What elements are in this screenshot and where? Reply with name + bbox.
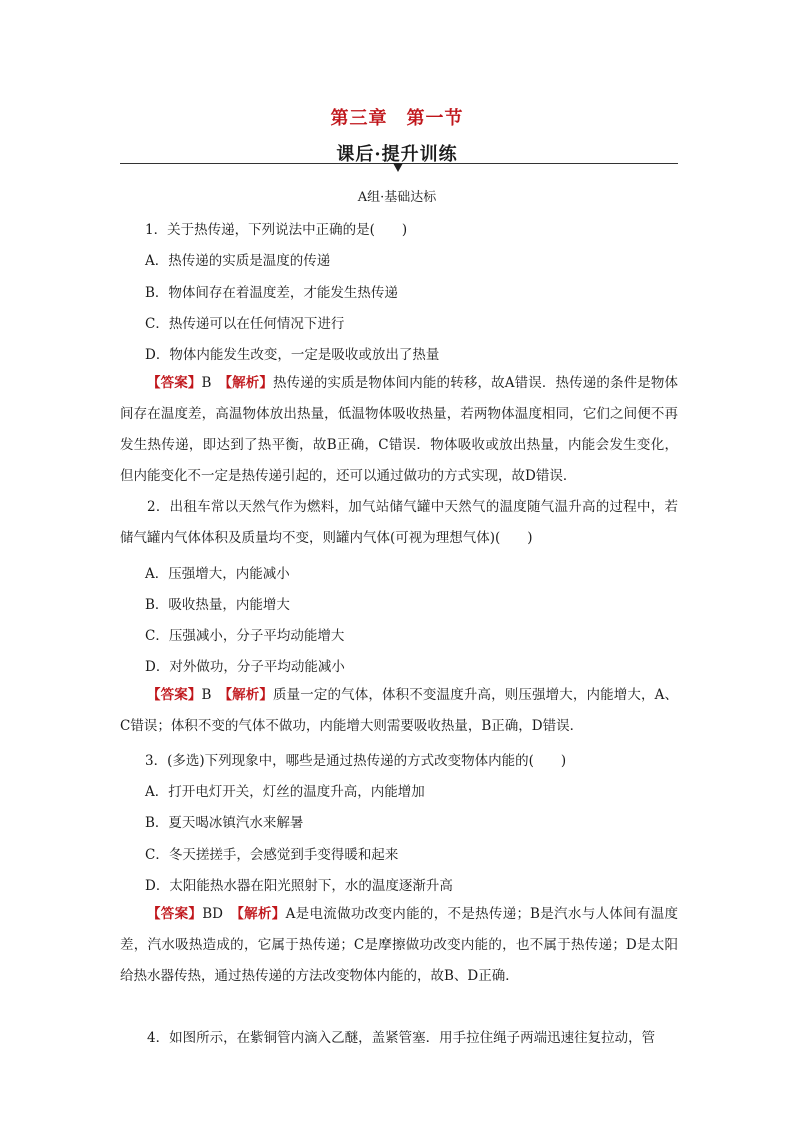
answer-value: B — [201, 375, 212, 391]
question-1-answer-block — [120, 368, 678, 492]
question-2-option-a: A．压强增大，内能减小 — [145, 566, 290, 582]
question-3-option-b: B．夏天喝冰镇汽水来解暑 — [145, 815, 304, 831]
answer-value: B — [201, 687, 212, 703]
question-3-answer-block — [120, 899, 678, 992]
question-1-option-d: D．物体内能发生改变，一定是吸收或放出了热量 — [145, 347, 440, 363]
answer-value: BD — [202, 906, 223, 922]
analysis-text: 热传递的实质是物体间内能的转移，故A错误．热传递的条件是物体间存在温度差，高温物体放出热量，低温物体吸收热量，若两物体温度相同，它们之间便不再发生热传递，即达到了热平衡，故B正确，C错误．物体吸收或放出热量，内能会发生变化，但内能变化不一定是热传递引起的，还可以通过做功的方式实现，故D错误． — [120, 375, 679, 484]
answer-label: 【答案】 — [147, 687, 202, 703]
question-1-option-c: C．热传递可以在任何情况下进行 — [145, 316, 345, 332]
analysis-label: 【解析】 — [225, 375, 273, 391]
section-subtitle: 课后·提升训练 — [336, 144, 458, 165]
question-1-stem: 1．关于热传递，下列说法中正确的是( ) — [145, 222, 408, 238]
question-1-option-b: B．物体间存在着温度差，才能发生热传递 — [145, 285, 398, 301]
question-1-option-a: A．热传递的实质是温度的传递 — [145, 253, 331, 269]
question-3-stem: 3．(多选)下列现象中，哪些是通过热传递的方式改变物体内能的( ) — [145, 753, 567, 769]
analysis-label: 【解析】 — [237, 906, 286, 922]
question-3-option-c: C．冬天搓搓手，会感觉到手变得暖和起来 — [145, 847, 399, 863]
answer-label: 【答案】 — [147, 375, 202, 391]
question-2-answer-block — [120, 680, 678, 742]
analysis-text: 质量一定的气体，体积不变温度升高，则压强增大，内能增大，A、C错误；体积不变的气体不做功，内能增大则需要吸收热量，B正确，D错误． — [120, 687, 679, 734]
question-4-stem: 4．如图所示，在紫铜管内滴入乙醚，盖紧管塞．用手拉住绳子两端迅速往复拉动，管 — [147, 1030, 656, 1046]
answer-label: 【答案】 — [147, 906, 203, 922]
group-heading: A组·基础达标 — [357, 190, 437, 205]
question-2-stem: 2．出租车常以天然气作为燃料，加气站储气罐中天然气的温度随气温升高的过程中，若储气罐内气体体积及质量均不变，则罐内气体(可视为理想气体)( ) — [120, 499, 678, 546]
divider-triangle-icon — [393, 163, 403, 172]
question-2-option-c: C．压强减小，分子平均动能增大 — [145, 628, 345, 644]
chapter-title: 第三章 第一节 — [330, 108, 464, 129]
question-2-option-d: D．对外做功，分子平均动能减小 — [145, 659, 345, 675]
analysis-label: 【解析】 — [225, 687, 273, 703]
question-2-option-b: B．吸收热量，内能增大 — [145, 597, 290, 613]
question-3-option-d: D．太阳能热水器在阳光照射下，水的温度逐渐升高 — [145, 878, 453, 894]
question-3-option-a: A．打开电灯开关，灯丝的温度升高，内能增加 — [145, 784, 425, 800]
analysis-text: A是电流做功改变内能的，不是热传递；B是汽水与人体间有温度差，汽水吸热造成的，它属于热传递；C是摩擦做功改变内能的，也不属于热传递；D是太阳给热水器传热，通过热传递的方法改变物体内能的，故B、D正确． — [120, 906, 679, 984]
